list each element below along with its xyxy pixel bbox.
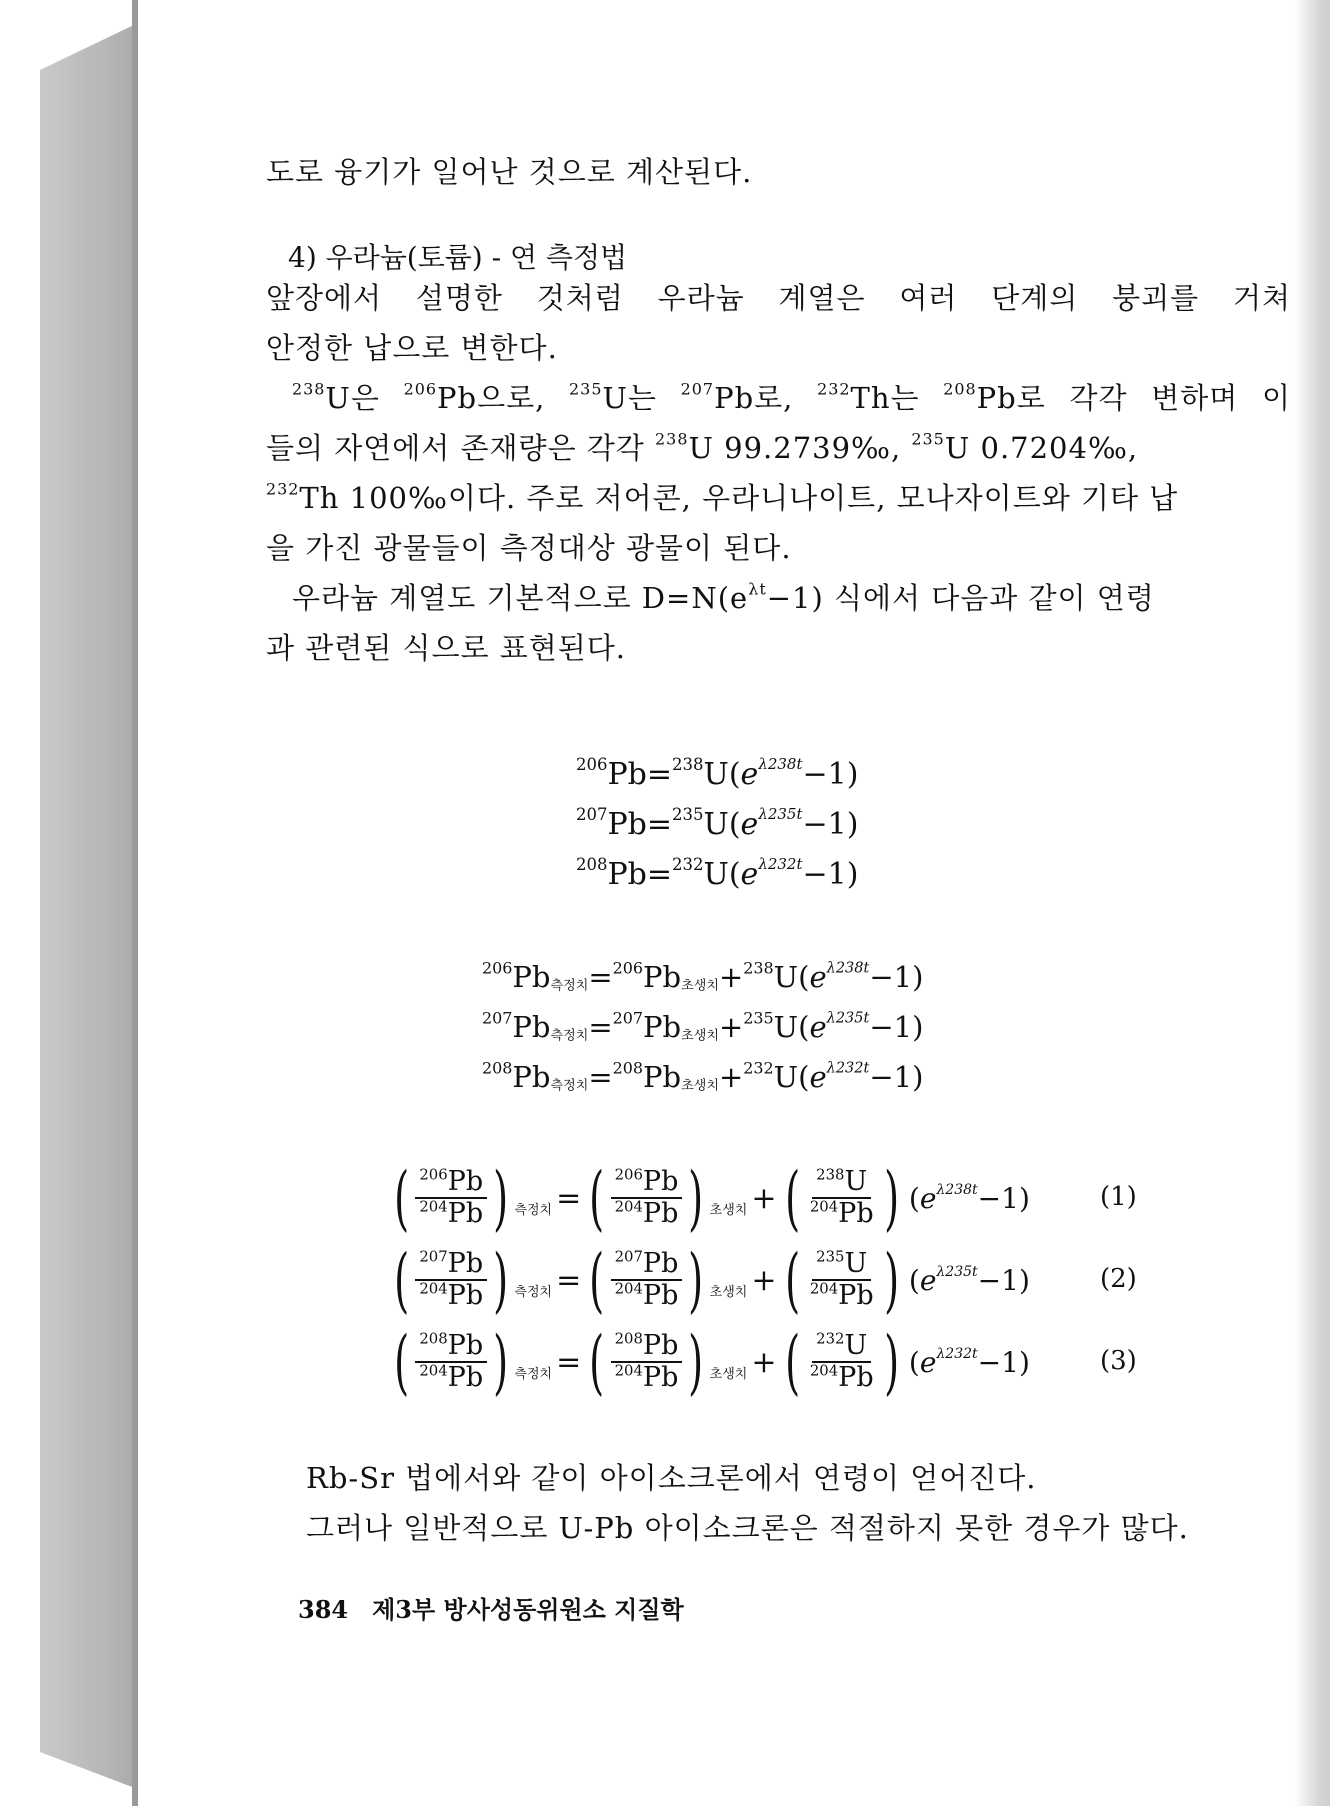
text-line: 앞장에서 설명한 것처럼 우라늄 계열은 여러 단계의 붕괴를 거쳐 <box>266 281 1291 315</box>
text-line: Rb-Sr 법에서와 같이 아이소크론에서 연령이 얻어진다. <box>306 1461 1037 1495</box>
equation-number: (3) <box>1100 1346 1137 1376</box>
equation-ratio-2: ( $\frac{^{207}Pb}{^{204}Pb}$ ) 측정치 = ( $\frac{^{207}Pb}{^{204}Pb}$ ) 초생치 + ( $\frac{^{235}U}{^{204}Pb}$ ) $(e^{\lambda 235t}-1)$ <box>394 1239 1030 1321</box>
text-line: 그러나 일반적으로 U-Pb 아이소크론은 적절하지 못한 경우가 많다. <box>306 1511 1189 1545</box>
text-line: 과 관련된 식으로 표현된다. <box>266 631 627 665</box>
text-line: 도로 융기가 일어난 것으로 계산된다. <box>266 155 753 189</box>
equation-number: (2) <box>1100 1264 1137 1294</box>
equation-measured-1: $^{206}$Pb측정치=$^{206}$Pb초생치$+^{238}U(e^{\lambda 238t}-1)$ <box>482 958 924 994</box>
equation-ratio-1: ( $\frac{^{206}Pb}{^{204}Pb}$ ) 측정치 = ( $\frac{^{206}Pb}{^{204}Pb}$ ) 초생치 + ( $\frac{^{238}U}{^{204}Pb}$ ) $(e^{\lambda 238t}-1)$ <box>394 1157 1030 1239</box>
equation-ratio-3: ( $\frac{^{208}Pb}{^{204}Pb}$ ) 측정치 = ( $\frac{^{208}Pb}{^{204}Pb}$ ) 초생치 + ( $\frac{^{232}U}{^{204}Pb}$ ) $(e^{\lambda 232t}-1)$ <box>394 1321 1030 1403</box>
equation-simple-1: $^{206}Pb=^{238}U(e^{\lambda 238t}-1)$ <box>576 754 859 792</box>
text-line: 을 가진 광물들이 측정대상 광물이 된다. <box>266 531 792 565</box>
book-side-edge <box>40 22 140 1790</box>
equation-number: (1) <box>1100 1182 1137 1212</box>
text-line-formula: 우라늄 계열도 기본적으로 $D=N(e^{\lambda t}-1)$ 식에서 다음과 같이 연령 <box>292 579 1155 615</box>
running-title: 제3부 방사성동위원소 지질학 <box>372 1595 684 1624</box>
equation-simple-3: $^{208}Pb=^{232}U(e^{\lambda 232t}-1)$ <box>576 854 859 892</box>
page-gutter-shadow <box>1294 0 1330 1806</box>
equation-measured-2: $^{207}$Pb측정치=$^{207}$Pb초생치$+^{235}U(e^{\lambda 235t}-1)$ <box>482 1008 924 1044</box>
text-line-isotopes: $^{238}$U은 $^{206}$Pb으로, $^{235}$U는 $^{207}$Pb로, $^{232}$Th는 $^{208}$Pb로 각각 변하며 이 <box>292 379 1291 415</box>
text-line: 안정한 납으로 변한다. <box>266 331 558 365</box>
equation-simple-2: $^{207}Pb=^{235}U(e^{\lambda 235t}-1)$ <box>576 804 859 842</box>
page-number: 384 <box>298 1595 349 1624</box>
book-page <box>138 0 1330 1806</box>
text-line: $^{232}$Th 100‰이다. 주로 저어콘, 우라니나이트, 모나자이트와 기타 납 <box>266 479 1179 515</box>
section-heading: 4) 우라늄(토륨) - 연 측정법 <box>288 241 628 274</box>
equation-measured-3: $^{208}$Pb측정치=$^{208}$Pb초생치$+^{232}U(e^{\lambda 232t}-1)$ <box>482 1058 924 1094</box>
text-line-abundance: 들의 자연에서 존재량은 각각 $^{238}$U 99.2739‰, $^{235}$U 0.7204‰, <box>266 429 1139 465</box>
page-footer <box>298 1590 684 1625</box>
